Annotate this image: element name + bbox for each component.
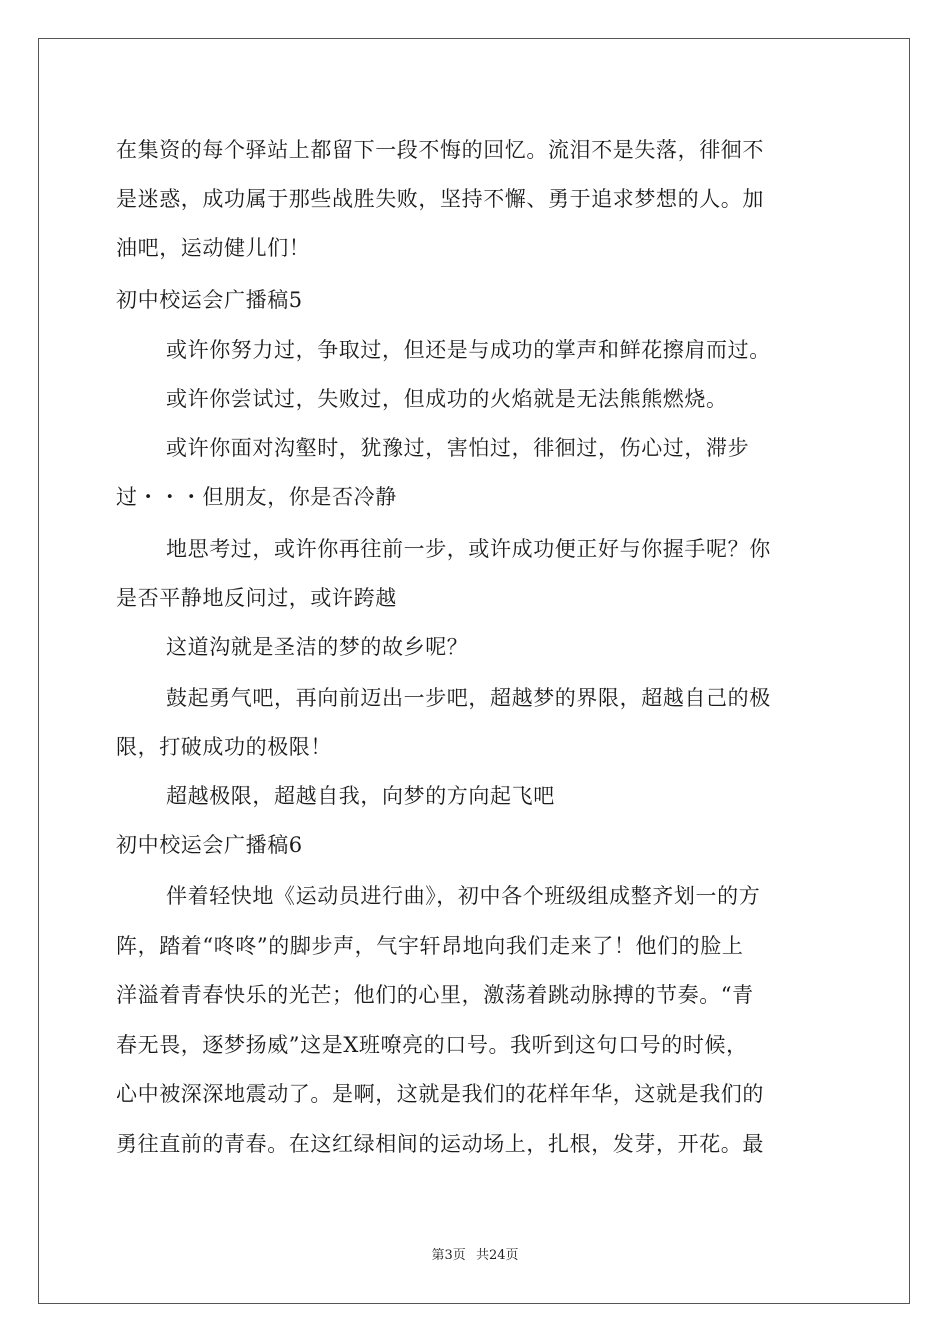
- paragraph-line: 这道沟就是圣洁的梦的故乡呢？: [166, 635, 469, 659]
- paragraph-line: 鼓起勇气吧，再向前迈出一步吧，超越梦的界限，超越自己的极: [166, 686, 771, 710]
- paragraph-line: 过・・・但朋友，你是否冷静: [116, 485, 397, 509]
- paragraph-line: 限，打破成功的极限！: [116, 735, 332, 759]
- paragraph-line: 在集资的每个驿站上都留下一段不悔的回忆。流泪不是失落，徘徊不: [116, 138, 764, 162]
- paragraph-line: 勇往直前的青春。在这红绿相间的运动场上，扎根，发芽，开花。最: [116, 1132, 764, 1156]
- page-number: 第3页: [431, 1248, 466, 1263]
- section-heading: 初中校运会广播稿5: [116, 288, 303, 312]
- paragraph-line: 或许你努力过，争取过，但还是与成功的掌声和鲜花擦肩而过。: [166, 338, 771, 362]
- paragraph-line: 阵，踏着“咚咚”的脚步声，气宇轩昂地向我们走来了！他们的脸上: [116, 934, 744, 958]
- paragraph-line: 或许你尝试过，失败过，但成功的火焰就是无法熊熊燃烧。: [166, 387, 728, 411]
- paragraph-line: 洋溢着青春快乐的光芒；他们的心里，激荡着跳动脉搏的节奏。“青: [116, 983, 754, 1007]
- paragraph-line: 伴着轻快地《运动员进行曲》，初中各个班级组成整齐划一的方: [166, 884, 761, 908]
- page-footer: [0, 1248, 950, 1264]
- page-border: [38, 38, 910, 1304]
- paragraph-line: 地思考过，或许你再往前一步，或许成功便正好与你握手呢？你: [166, 537, 771, 561]
- paragraph-line: 油吧，运动健儿们！: [116, 236, 311, 260]
- paragraph-line: 超越极限，超越自我，向梦的方向起飞吧: [166, 784, 555, 808]
- paragraph-line: 心中被深深地震动了。是啊，这就是我们的花样年华，这就是我们的: [116, 1082, 764, 1106]
- paragraph-line: 是迷惑，成功属于那些战胜失败，坚持不懈、勇于追求梦想的人。加: [116, 187, 764, 211]
- paragraph-line: 是否平静地反问过，或许跨越: [116, 586, 397, 610]
- paragraph-line: 春无畏，逐梦扬威”这是X班嘹亮的口号。我听到这句口号的时候，: [116, 1033, 748, 1057]
- section-heading: 初中校运会广播稿6: [116, 833, 303, 857]
- paragraph-line: 或许你面对沟壑时，犹豫过，害怕过，徘徊过，伤心过，滞步: [166, 436, 750, 460]
- page-total: 共24页: [475, 1248, 519, 1263]
